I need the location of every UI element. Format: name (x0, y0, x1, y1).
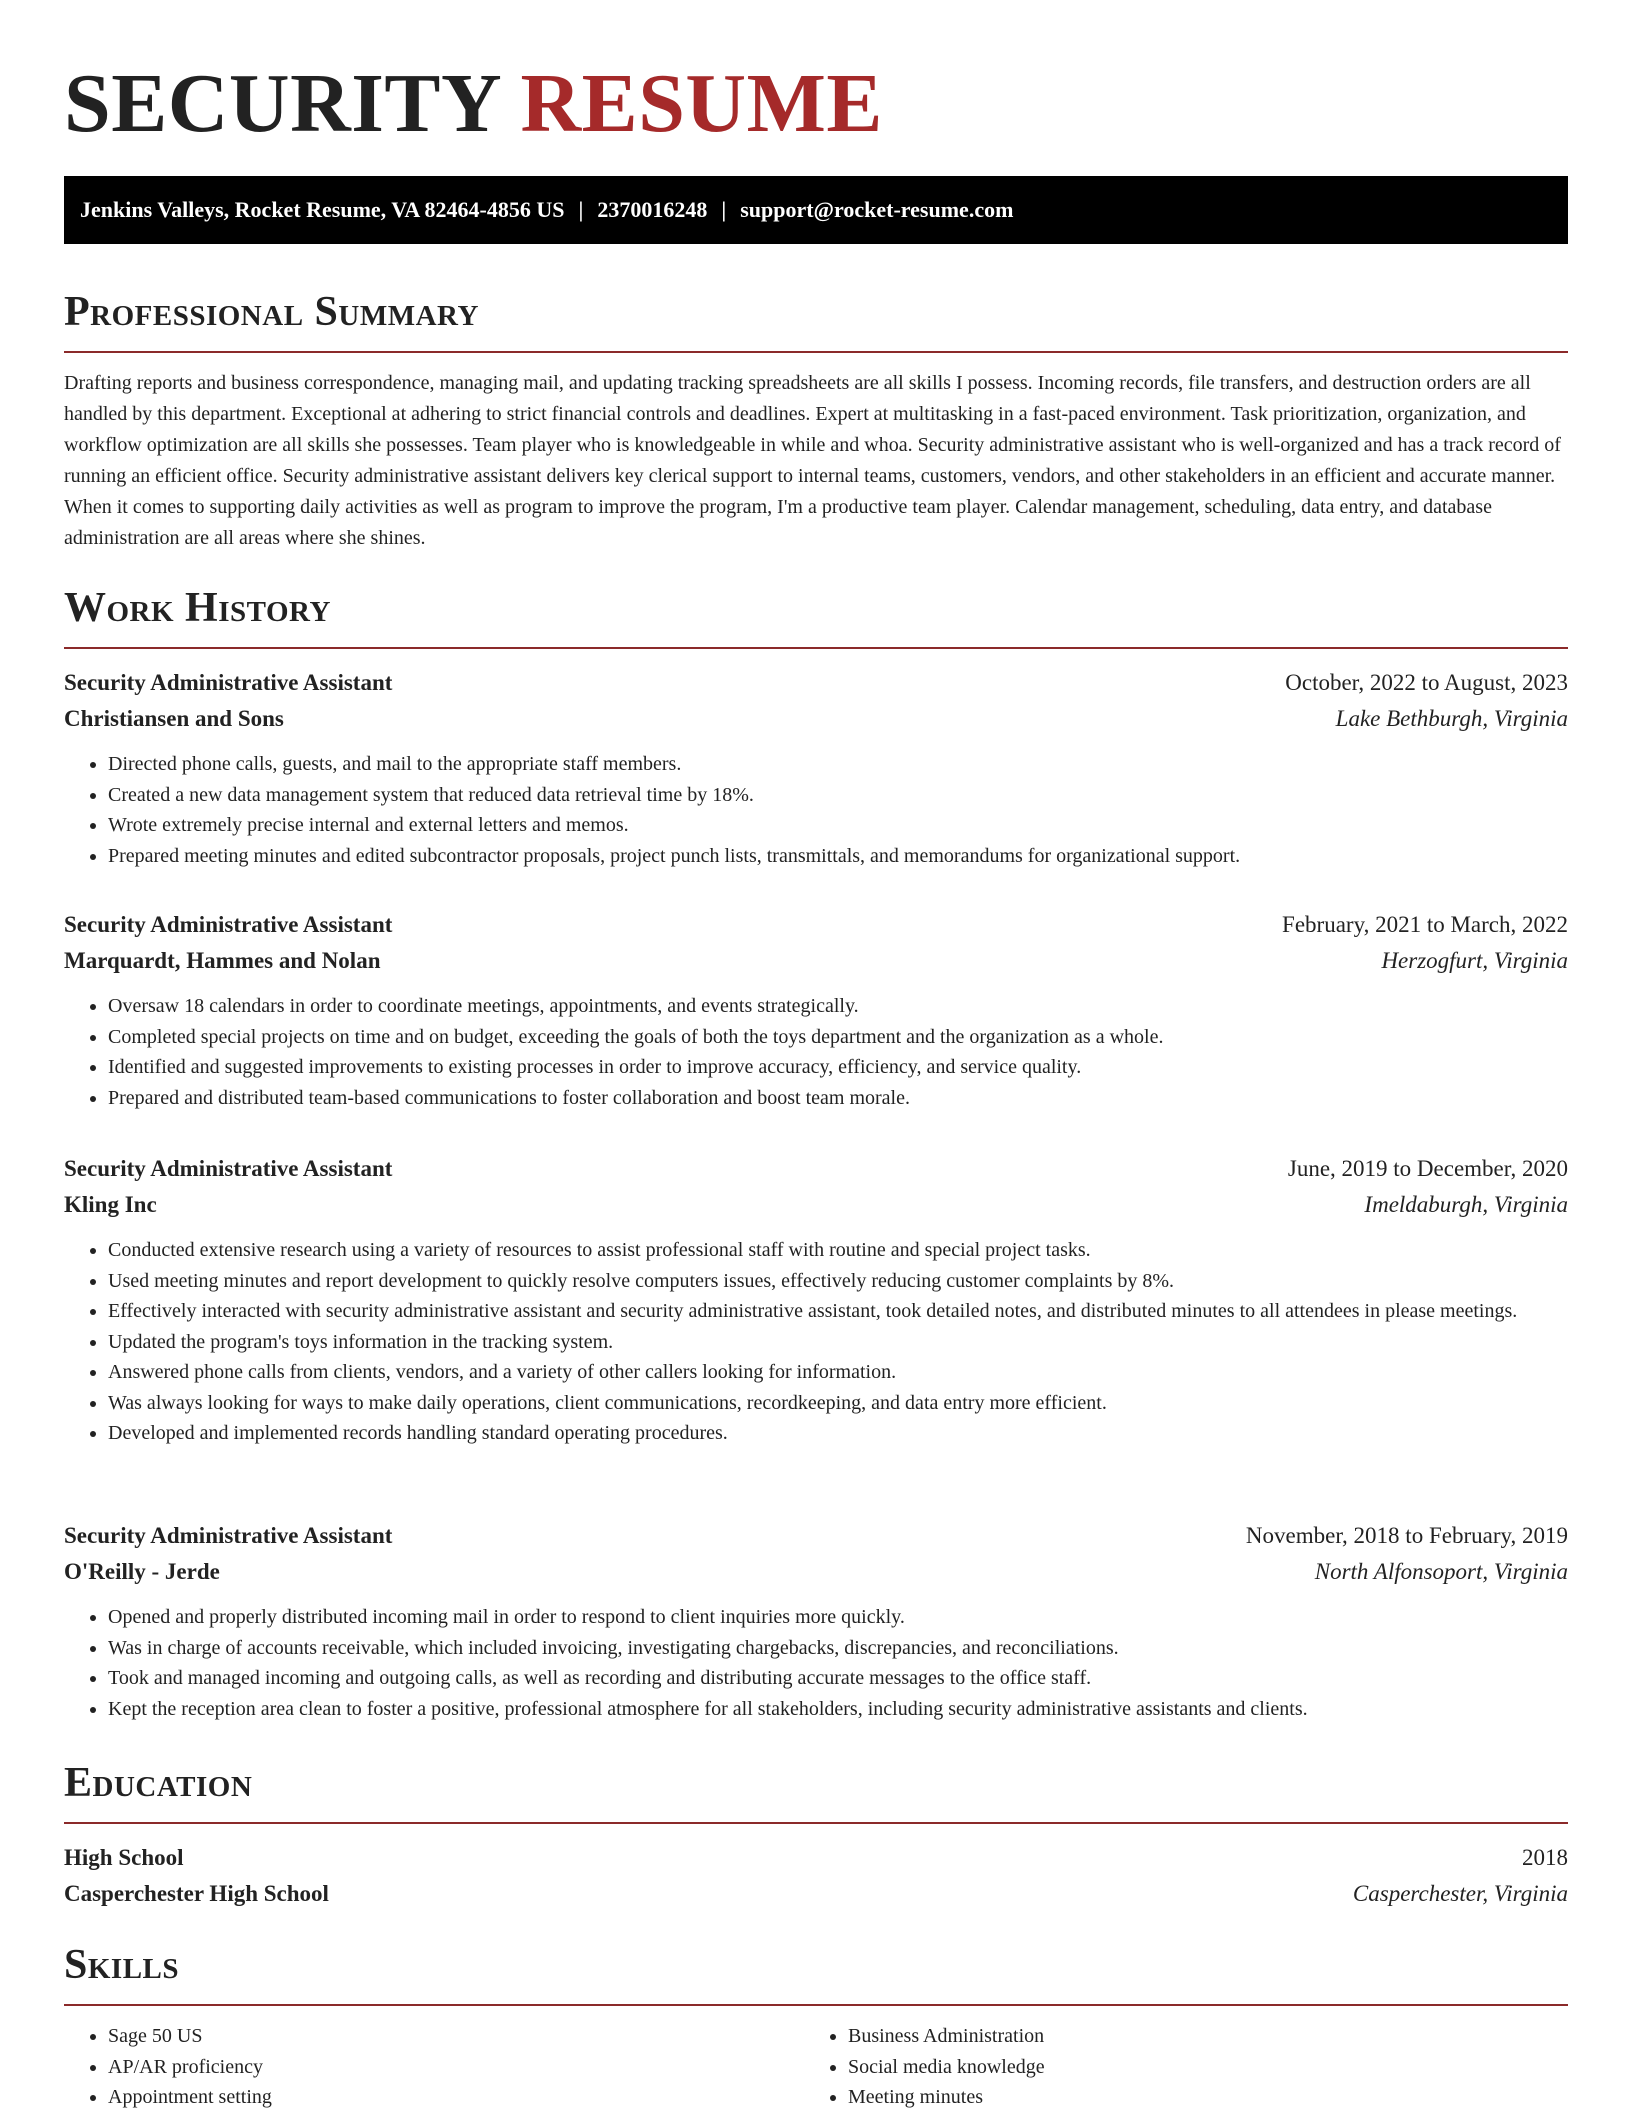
list-item: • Kept the reception area clean to foster a positive, professional atmosphere for all stakeholders, including security administrative assistants and clients. (108, 1694, 1568, 1725)
list-item: • Effectively interacted with security administrative assistant and security administrative assistant, took detailed notes, and distributed minutes to all attendees in please meetings. (108, 1296, 1568, 1327)
job-dates: October, 2022 to August, 2023 (1285, 670, 1568, 695)
job-entry (64, 665, 1568, 871)
list-item: • Updated the program's toys information in the tracking system. (108, 1327, 1568, 1358)
job-location: North Alfonsoport, Virginia (1314, 1559, 1568, 1584)
job-company: Christiansen and Sons (64, 706, 284, 731)
education-location: Casperchester, Virginia (1352, 1881, 1568, 1906)
job-location: Herzogfurt, Virginia (1381, 948, 1568, 973)
education-degree: High School (64, 1845, 184, 1870)
education-year: 2018 (1522, 1845, 1568, 1870)
job-entry (64, 1151, 1568, 1449)
list-item: • Appointment setting (108, 2082, 272, 2113)
section-rule (64, 2004, 1568, 2006)
job-company: Marquardt, Hammes and Nolan (64, 948, 381, 973)
skills-column-2 (804, 2021, 1045, 2113)
job-bullets (64, 1602, 1568, 1724)
section-rule (64, 1822, 1568, 1824)
list-item: • Conducted extensive research using a variety of resources to assist professional staff with routine and special project tasks. (108, 1235, 1568, 1266)
job-company: Kling Inc (64, 1192, 157, 1217)
job-bullets (64, 991, 1568, 1113)
job-title: Security Administrative Assistant (64, 1156, 393, 1181)
list-item: • Was always looking for ways to make daily operations, client communications, recordkeeping, and data entry more efficient. (108, 1388, 1568, 1419)
contact-phone[interactable]: 2370016248 (597, 197, 708, 222)
list-item: • Took and managed incoming and outgoing calls, as well as recording and distributing accurate messages to the office staff. (108, 1663, 1568, 1694)
job-location: Lake Bethburgh, Virginia (1335, 706, 1568, 731)
job-location: Imeldaburgh, Virginia (1364, 1192, 1568, 1217)
job-title: Security Administrative Assistant (64, 670, 393, 695)
list-item: • Identified and suggested improvements to existing processes in order to improve accuracy, efficiency, and service quality. (108, 1052, 1568, 1083)
job-title: Security Administrative Assistant (64, 1523, 393, 1548)
list-item: • Prepared meeting minutes and edited subcontractor proposals, project punch lists, transmittals, and memorandums for organizational support. (108, 841, 1568, 872)
job-entry (64, 1518, 1568, 1724)
list-item: • Social media knowledge (848, 2052, 1045, 2083)
list-item: • Developed and implemented records handling standard operating procedures. (108, 1418, 1568, 1449)
title-part-security: SECURITY (64, 57, 499, 150)
job-dates: November, 2018 to February, 2019 (1245, 1523, 1568, 1548)
job-title: Security Administrative Assistant (64, 912, 393, 937)
skills-column-1 (64, 2021, 272, 2113)
contact-address: Jenkins Valleys, Rocket Resume, VA 82464-4856 US (80, 197, 565, 222)
section-heading-skills: Skills (64, 1942, 180, 1988)
job-bullets (64, 1235, 1568, 1449)
list-item: • Was in charge of accounts receivable, which included invoicing, investigating chargebacks, discrepancies, and reconciliations. (108, 1633, 1568, 1664)
section-heading-work-history: Work History (64, 585, 331, 631)
list-item: • Created a new data management system that reduced data retrieval time by 18%. (108, 780, 1568, 811)
list-item: • Directed phone calls, guests, and mail to the appropriate staff members. (108, 749, 1568, 780)
education-entry (64, 1840, 1568, 1912)
list-item: • Completed special projects on time and on budget, exceeding the goals of both the toys department and the organization as a whole. (108, 1022, 1568, 1053)
section-rule (64, 351, 1568, 353)
section-heading-education: Education (64, 1760, 253, 1806)
resume-title (64, 54, 883, 154)
list-item: • AP/AR proficiency (108, 2052, 272, 2083)
list-item: • Oversaw 18 calendars in order to coordinate meetings, appointments, and events strategically. (108, 991, 1568, 1022)
contact-separator: | (578, 197, 584, 222)
section-rule (64, 647, 1568, 649)
list-item: • Prepared and distributed team-based communications to foster collaboration and boost team morale. (108, 1083, 1568, 1114)
education-school: Casperchester High School (64, 1881, 329, 1906)
list-item: • Wrote extremely precise internal and external letters and memos. (108, 810, 1568, 841)
job-company: O'Reilly - Jerde (64, 1559, 220, 1584)
list-item: • Answered phone calls from clients, vendors, and a variety of other callers looking for information. (108, 1357, 1568, 1388)
contact-separator: | (721, 197, 727, 222)
section-heading-summary: Professional Summary (64, 289, 479, 335)
contact-email[interactable]: support@rocket-resume.com (740, 197, 1014, 222)
job-entry (64, 907, 1568, 1113)
list-item: • Business Administration (848, 2021, 1045, 2052)
list-item: • Opened and properly distributed incoming mail in order to respond to client inquiries more quickly. (108, 1602, 1568, 1633)
summary-text: Drafting reports and business correspondence, managing mail, and updating tracking spreadsheets are all skills I possess. Incoming records, file transfers, and destruction orders are all handled by this department. Exceptional at adhering to strict financial controls and deadlines. Expert at multitasking in a fast-paced environment. Task prioritization, organization, and workflow optimization are all skills she possesses. Team player who is knowledgeable in while and whoa. Security administrative assistant who is well-organized and has a track record of running an efficient office. Security administrative assistant delivers key clerical support to internal teams, customers, vendors, and other stakeholders in an efficient and accurate manner. When it comes to supporting daily activities as well as program to improve the program, I'm a productive team player. Calendar management, scheduling, data entry, and database administration are all areas where she shines. (64, 372, 1561, 549)
job-dates: February, 2021 to March, 2022 (1282, 912, 1568, 937)
title-part-resume: RESUME (520, 57, 883, 150)
job-dates: June, 2019 to December, 2020 (1287, 1156, 1568, 1181)
list-item: • Used meeting minutes and report development to quickly resolve computers issues, effectively reducing customer complaints by 8%. (108, 1266, 1568, 1297)
job-bullets (64, 749, 1568, 871)
list-item: • Meeting minutes (848, 2082, 1045, 2113)
contact-bar (64, 176, 1568, 244)
list-item: • Sage 50 US (108, 2021, 272, 2052)
